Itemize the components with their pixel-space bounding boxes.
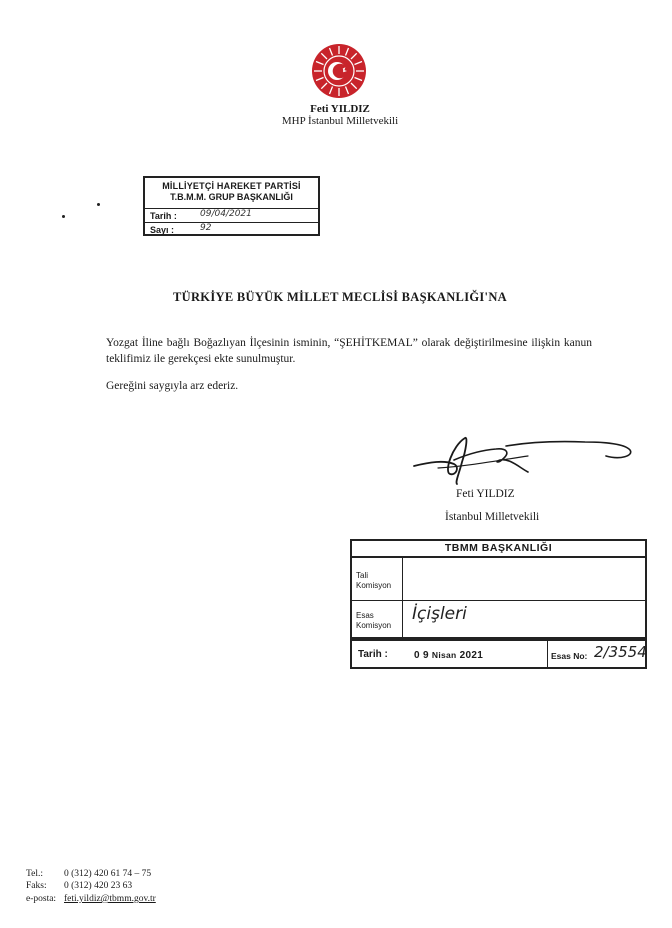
scan-speck [97,203,100,206]
tali-label-line1: Tali [356,571,369,580]
esas-no-label: Esas No: [551,651,588,661]
esas-label-line1: Esas [356,611,374,620]
footer-email-link[interactable]: feti.yildiz@tbmm.gov.tr [64,894,156,904]
stamp-date-label: Tarih : [150,211,177,221]
stamp-number-row [145,222,318,237]
signature-name: Feti YILDIZ [456,488,515,500]
stamp-date-value: 09/04/2021 [200,209,252,219]
footer-fax-label: Faks: [26,881,47,891]
tbmm-reception-stamp [350,539,647,669]
stamp-group-name: T.B.M.M. GRUP BAŞKANLIĞI [170,192,293,202]
stamp-date-row [145,208,318,223]
footer-email [26,894,156,904]
scan-speck [62,215,65,218]
stamp-number-value: 92 [200,223,212,233]
footer-phone-label: Tel.: [26,869,44,879]
footer-fax [26,881,132,891]
tali-label-line2: Komisyon [356,581,392,590]
tbmm-emblem-icon [310,42,368,100]
tbmm-date-value [414,650,483,661]
stamp-divider [547,641,548,667]
letter-paragraph: Yozgat İline bağlı Boğazlıyan İlçesinin isminin, “ŞEHİTKEMAL” olarak değiştirilmesine ilişkin kanun teklifimiz ile gerekçesi ekte sunulmuştur. [106,337,592,365]
tali-komisyon-label [352,556,403,600]
handwritten-signature [410,432,635,490]
esas-label-line2: Komisyon [356,621,392,630]
tbmm-date-year: 2021 [459,650,484,661]
tbmm-stamp-upper [350,539,647,639]
letterhead-name: Feti YILDIZ [310,103,370,115]
esas-komisyon-row [352,600,645,638]
stamp-number-label: Sayı : [150,225,175,235]
tali-komisyon-row [352,556,645,601]
footer-phone-value: 0 (312) 420 61 74 – 75 [64,869,152,879]
tbmm-stamp-lower [350,639,647,669]
letter-closing: Gereğini saygıyla arz ederiz. [106,380,239,392]
footer-phone [26,869,151,879]
footer-email-label: e-posta: [26,894,57,904]
party-registry-stamp [143,176,320,236]
tbmm-date-month: Nisan [431,650,457,660]
letter-heading: TÜRKİYE BÜYÜK MİLLET MECLİSİ BAŞKANLIĞI'NA [173,290,507,304]
stamp-party-name: MİLLİYETÇİ HAREKET PARTİSİ [162,181,301,191]
tbmm-stamp-title: TBMM BAŞKANLIĞI [352,541,645,558]
signature-title: İstanbul Milletvekili [445,511,540,523]
esas-komisyon-label [352,600,403,638]
tbmm-date-label: Tarih : [358,649,388,660]
esas-no-value: 2/3554 [594,643,647,661]
letterhead-title: MHP İstanbul Milletvekili [281,115,399,127]
esas-komisyon-value: İçişleri [412,604,467,624]
tbmm-date-day: 0 9 [414,650,429,661]
footer-fax-value: 0 (312) 420 23 63 [64,881,133,891]
